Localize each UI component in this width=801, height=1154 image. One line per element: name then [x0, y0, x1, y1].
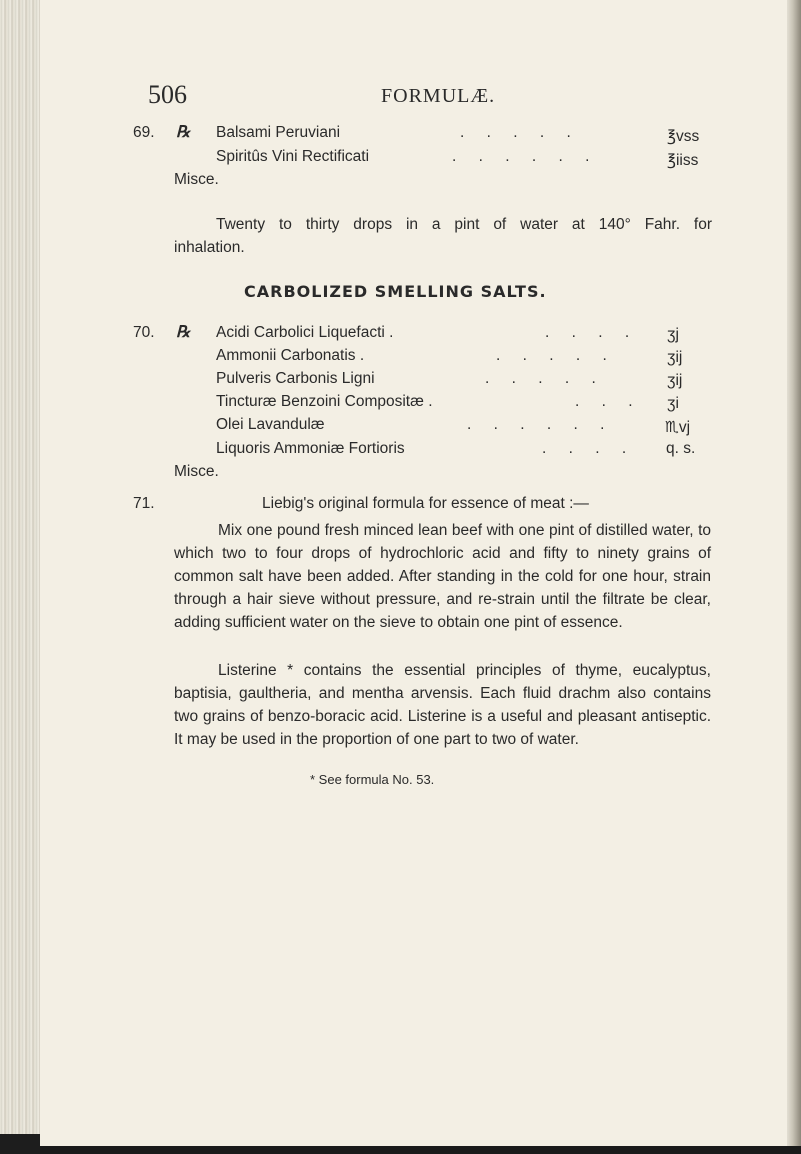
ingredient-quantity: ℥iiss: [667, 152, 699, 169]
misce-label: Misce.: [174, 171, 219, 188]
leader-dots: . . . .: [545, 324, 639, 341]
page-number: 506: [148, 80, 187, 109]
ingredient-name: Olei Lavandulæ: [216, 416, 325, 433]
formula-69-number: 69.: [133, 124, 155, 141]
ingredient-quantity: ♏vj: [665, 419, 691, 436]
formula-71-number: 71.: [133, 495, 155, 512]
leader-dots: . . .: [575, 393, 642, 410]
ingredient-name: Spiritûs Vini Rectificati: [216, 148, 370, 165]
ingredient-quantity: ʒij: [667, 349, 683, 366]
formula-71-title: Liebig's original formula for essence of meat :—: [262, 495, 589, 512]
formula-71-paragraph: [174, 519, 711, 634]
ingredient-name: Liquoris Ammoniæ Fortioris: [216, 440, 405, 457]
formula-69-instructions: Twenty to thirty drops in a pint of water at 140° Fahr. for: [216, 216, 712, 233]
misce-label: Misce.: [174, 463, 219, 480]
ingredient-name: Acidi Carbolici Liquefacti .: [216, 324, 394, 341]
ingredient-quantity: ʒij: [667, 372, 683, 389]
formula-69-instructions-cont: inhalation.: [174, 239, 245, 256]
leader-dots: . . . .: [542, 440, 636, 457]
ingredient-quantity: ℥vss: [667, 128, 700, 145]
section-heading: CARBOLIZED SMELLING SALTS.: [244, 282, 547, 301]
paragraph-text: Listerine * contains the essential principles of thyme, eucalyptus, baptisia, gaultheria, and mentha arvensis. Each fluid drachm also contains two grains of benzo-boracic acid. Listerine is a useful and pleasant antiseptic. It may be used in the proportion of one part to two of water.: [174, 662, 711, 748]
leader-dots: . . . . . .: [452, 148, 599, 165]
rx-symbol: ℞: [176, 322, 191, 341]
ingredient-name: Ammonii Carbonatis .: [216, 347, 365, 364]
leader-dots: . . . . . .: [467, 416, 614, 433]
ingredient-name: Pulveris Carbonis Ligni: [216, 370, 375, 387]
footnote: * See formula No. 53.: [310, 772, 435, 787]
ingredient-quantity: q. s.: [666, 440, 696, 457]
running-title: FORMULÆ.: [381, 85, 496, 107]
ingredient-quantity: ʒj: [667, 326, 679, 343]
leader-dots: . . . . .: [496, 347, 616, 364]
leader-dots: . . . . .: [460, 124, 580, 141]
leader-dots: . . . . .: [485, 370, 605, 387]
paragraph-text: Mix one pound fresh minced lean beef with one pint of distilled water, to which two to four drops of hydrochloric acid and fifty to ninety grains of common salt have been added. After standing in the cold for one hour, strain through a hair sieve without pressure, and re-strain until the filtrate be clear, adding sufficient water on the sieve to obtain one pint of essence.: [174, 522, 711, 631]
rx-symbol: ℞: [176, 122, 191, 141]
ingredient-name: Tincturæ Benzoini Compositæ .: [216, 393, 433, 410]
formula-70-number: 70.: [133, 324, 155, 341]
ingredient-quantity: ʒi: [667, 395, 679, 412]
ingredient-name: Balsami Peruviani: [216, 124, 341, 141]
listerine-paragraph: [174, 659, 711, 751]
